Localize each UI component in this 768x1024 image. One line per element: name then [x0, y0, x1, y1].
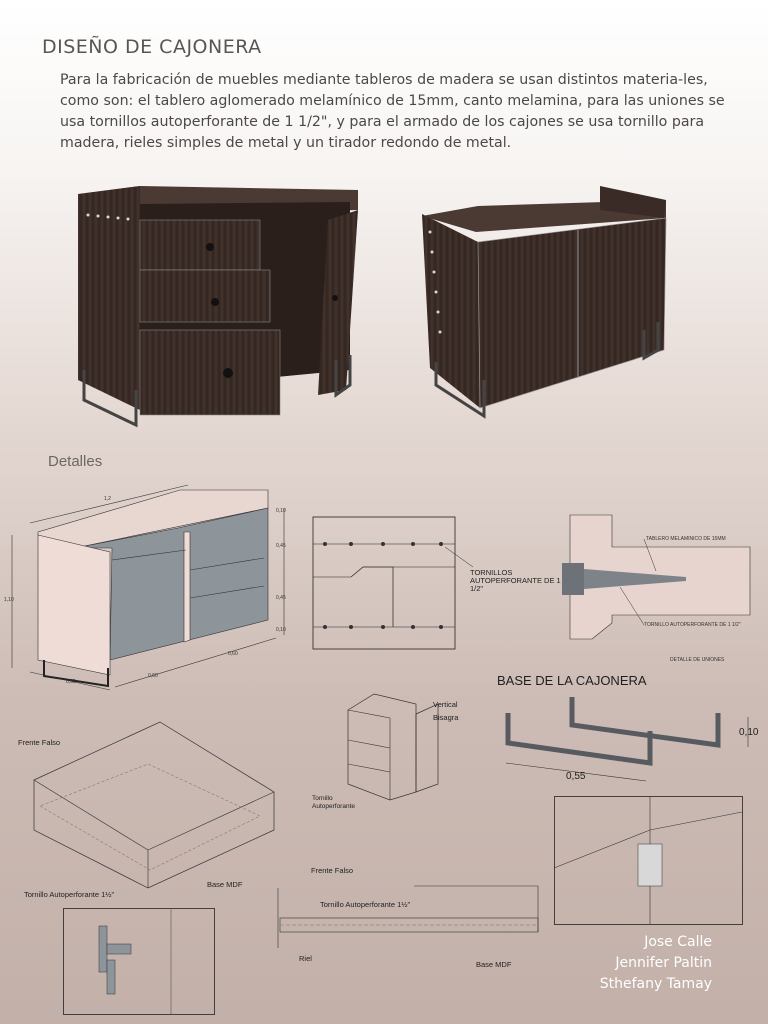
base-height-dim: 0,10 — [739, 727, 759, 738]
cabinet-dimension-drawing — [0, 480, 300, 690]
hinge-detail — [554, 796, 744, 926]
drawer-tray-drawing — [30, 720, 280, 890]
t-joint-detail — [63, 908, 216, 1016]
author-1: Jose Calle — [644, 934, 712, 950]
section-drawing — [313, 517, 457, 651]
base-heading: BASE DE LA CAJONERA — [497, 673, 647, 688]
frente-falso-label-2: Frente Falso — [311, 866, 354, 875]
tornillo-auto-label-3: Tornillo Autoperforante 1½" — [320, 900, 411, 909]
cabinet-closed-render — [418, 180, 678, 430]
dim-right-4: 0,10 — [276, 627, 286, 633]
intro-paragraph: Para la fabricación de muebles mediante tableros de madera se usan distintos materia-les, como son: el tablero aglomerado melamínico de 15mm, canto melamina, para las uniones se usa tornillos autoperforante de 1 1/2", y para el armado de los cajones se usa tornillo para madera, rieles simples de metal y un tirador redondo de metal. — [60, 72, 725, 151]
dim-bottom-a: 0,60 — [148, 673, 158, 679]
tornillo-auto-label: Tornillo Autoperforante — [312, 795, 356, 810]
tablero-note: TABLERO MELAMINICO DE 15MM — [646, 536, 726, 542]
riel-label: Riel — [299, 954, 312, 963]
tornillos-label: TORNILLOS AUTOPERFORANTE DE 1 1/2" — [470, 568, 561, 593]
dim-right-1: 0,10 — [276, 508, 286, 514]
base-mdf-label-2: Base MDF — [476, 960, 512, 969]
details-heading: Detalles — [48, 453, 103, 470]
dim-height: 1,10 — [4, 597, 14, 603]
bisagra-label: Bisagra — [433, 713, 459, 722]
drawer-rail-drawing — [268, 870, 548, 960]
dim-depth: 0,55 — [66, 679, 76, 685]
detalle-uniones-label: DETALLE DE UNIONES — [670, 657, 725, 663]
author-2: Jennifer Paltin — [615, 955, 712, 971]
dim-right-3: 0,45 — [276, 595, 286, 601]
dim-bottom-b: 0,60 — [228, 651, 238, 657]
tornillo-auto-label-2: Tornillo Autoperforante 1½" — [24, 890, 115, 899]
dim-right-2: 0,45 — [276, 543, 286, 549]
dim-width: 1,2 — [104, 496, 111, 502]
base-depth-dim: 0,55 — [566, 771, 586, 782]
vertical-label: Vertical — [433, 700, 458, 709]
base-frame-drawing — [500, 695, 750, 775]
tornillo-note: TORNILLO AUTOPERFORANTE DE 1 1/2" — [644, 622, 741, 628]
frente-falso-label: Frente Falso — [18, 738, 61, 747]
base-mdf-label: Base MDF — [207, 880, 243, 889]
cabinet-open-render — [70, 180, 370, 440]
page-title: DISEÑO DE CAJONERA — [42, 36, 262, 58]
author-3: Sthefany Tamay — [599, 976, 712, 992]
authors — [600, 932, 712, 995]
